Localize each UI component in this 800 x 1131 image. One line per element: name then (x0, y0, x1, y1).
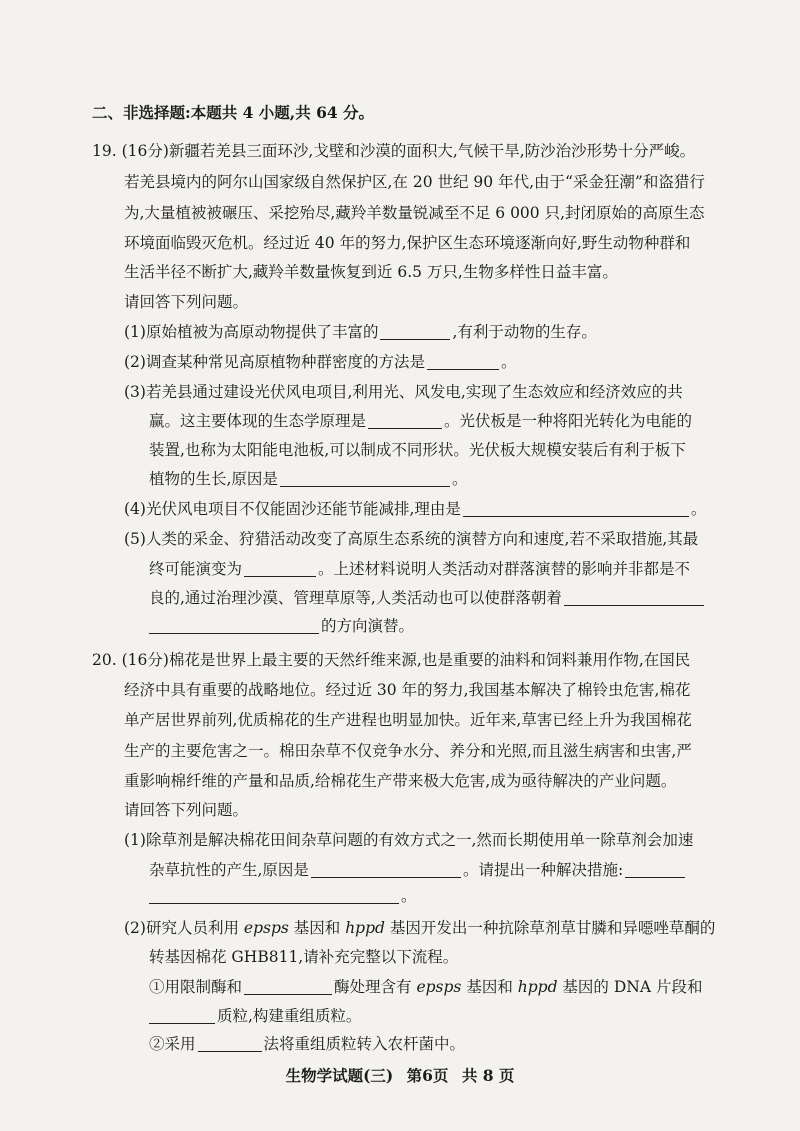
q20-intro-line-5: 重影响棉纤维的产量和品质,给棉花生产带来极大危害,成为亟待解决的产业问题。 (124, 772, 677, 790)
q19-part-5-line-1: (5)人类的采金、狩猎活动改变了高原生态系统的演替方向和速度,若不采取措施,其最 (124, 530, 699, 548)
answer-blank[interactable] (149, 617, 319, 634)
q19-intro-line-2: 若羌县境内的阿尔山国家级自然保护区,在 20 世纪 90 年代,由于“采金狂潮”和盗猎行 (124, 173, 705, 191)
q19-part-2: (2)调查某种常见高原植物种群密度的方法是 。 (124, 353, 517, 371)
q19-part-3-line-2: 赢。这主要体现的生态学原理是 。光伏板是一种将阳光转化为电能的 (149, 412, 693, 430)
q20-step-1-line-1: ①用限制酶和 酶处理含有 epsps 基因和 hppd 基因的 DNA 片段和 (149, 978, 703, 996)
q20-part-2-line-1: (2)研究人员利用 epsps 基因和 hppd 基因开发出一种抗除草剂草甘膦和异噁唑草酮的 (124, 919, 716, 937)
footer-title: 生物学试题(三) (285, 1066, 394, 1085)
answer-blank[interactable] (625, 861, 685, 878)
q19-intro-line-1: 19. (16分)新疆若羌县三面环沙,戈壁和沙漠的面积大,气候干旱,防沙治沙形势十分严峻。 (92, 142, 696, 160)
q19-intro-line-3: 为,大量植被被碾压、采挖殆尽,藏羚羊数量锐减至不足 6 000 只,封闭原始的高原生态 (124, 204, 705, 222)
answer-blank[interactable] (463, 500, 689, 517)
q20-prompt: 请回答下列问题。 (124, 801, 249, 819)
answer-blank[interactable] (244, 560, 316, 577)
q19-part-5-line-3: 良的,通过治理沙漠、管理草原等,人类活动也可以使群落朝着 (149, 588, 706, 608)
answer-blank[interactable] (380, 323, 450, 340)
q20-intro-line-2: 经济中具有重要的战略地位。经过近 30 年的努力,我国基本解决了棉铃虫危害,棉花 (124, 681, 691, 699)
q20-intro-line-3: 单产居世界前列,优质棉花的生产进程也明显加快。近年来,草害已经上升为我国棉花 (124, 711, 692, 729)
answer-blank[interactable] (564, 589, 704, 606)
q19-part-1: (1)原始植被为高原动物提供了丰富的 ,有利于动物的生存。 (124, 323, 597, 341)
answer-blank[interactable] (427, 353, 499, 370)
q20-part-1-line-1: (1)除草剂是解决棉花田间杂草问题的有效方式之一,然而长期使用单一除草剂会加速 (124, 831, 694, 849)
q20-intro-line-4: 生产的主要危害之一。棉田杂草不仅竞争水分、养分和光照,而且滋生病害和虫害,严 (124, 742, 692, 760)
q19-intro-line-4: 环境面临毁灭危机。经过近 40 年的努力,保护区生态环境逐渐向好,野生动物种群和 (124, 234, 691, 252)
answer-blank[interactable] (244, 978, 332, 995)
footer-page: 第6页 (406, 1066, 449, 1085)
answer-blank[interactable] (368, 412, 442, 429)
answer-blank[interactable] (280, 470, 450, 487)
q19-part-4: (4)光伏风电项目不仅能固沙还能节能减排,理由是 。 (124, 500, 707, 518)
q20-step-1-line-2: 质粒,构建重组质粒。 (149, 1006, 361, 1026)
q19-prompt: 请回答下列问题。 (124, 293, 249, 311)
page-footer (0, 1064, 800, 1086)
q20-intro-line-1: 20. (16分)棉花是世界上最主要的天然纤维来源,也是重要的油料和饲料兼用作物,在国民 (92, 651, 691, 669)
footer-total: 共 8 页 (461, 1066, 515, 1085)
section-header: 二、非选择题:本题共 4 小题,共 64 分。 (92, 103, 375, 122)
answer-blank[interactable] (198, 1035, 262, 1052)
answer-blank[interactable] (149, 1007, 215, 1024)
q20-part-1-line-3: 。 (149, 886, 417, 906)
q19-part-3-line-3: 装置,也称为太阳能电池板,可以制成不同形状。光伏板大规模安装后有利于板下 (149, 441, 686, 459)
q19-part-3-line-4: 植物的生长,原因是 。 (149, 470, 468, 488)
q19-part-5-line-4: 的方向演替。 (149, 616, 414, 636)
q20-part-1-line-2: 杂草抗性的产生,原因是 。请提出一种解决措施: (149, 860, 687, 880)
answer-blank[interactable] (149, 887, 399, 904)
answer-blank[interactable] (311, 861, 461, 878)
q19-intro-line-5: 生活半径不断扩大,藏羚羊数量恢复到近 6.5 万只,生物多样性日益丰富。 (124, 263, 618, 281)
q19-part-5-line-2: 终可能演变为 。上述材料说明人类活动对群落演替的影响并非都是不 (149, 560, 691, 578)
q19-part-3-line-1: (3)若羌县通过建设光伏风电项目,利用光、风发电,实现了生态效应和经济效应的共 (124, 383, 683, 401)
q20-part-2-line-2: 转基因棉花 GHB811,请补充完整以下流程。 (149, 948, 459, 966)
q20-step-2: ②采用 法将重组质粒转入农杆菌中。 (149, 1035, 466, 1053)
